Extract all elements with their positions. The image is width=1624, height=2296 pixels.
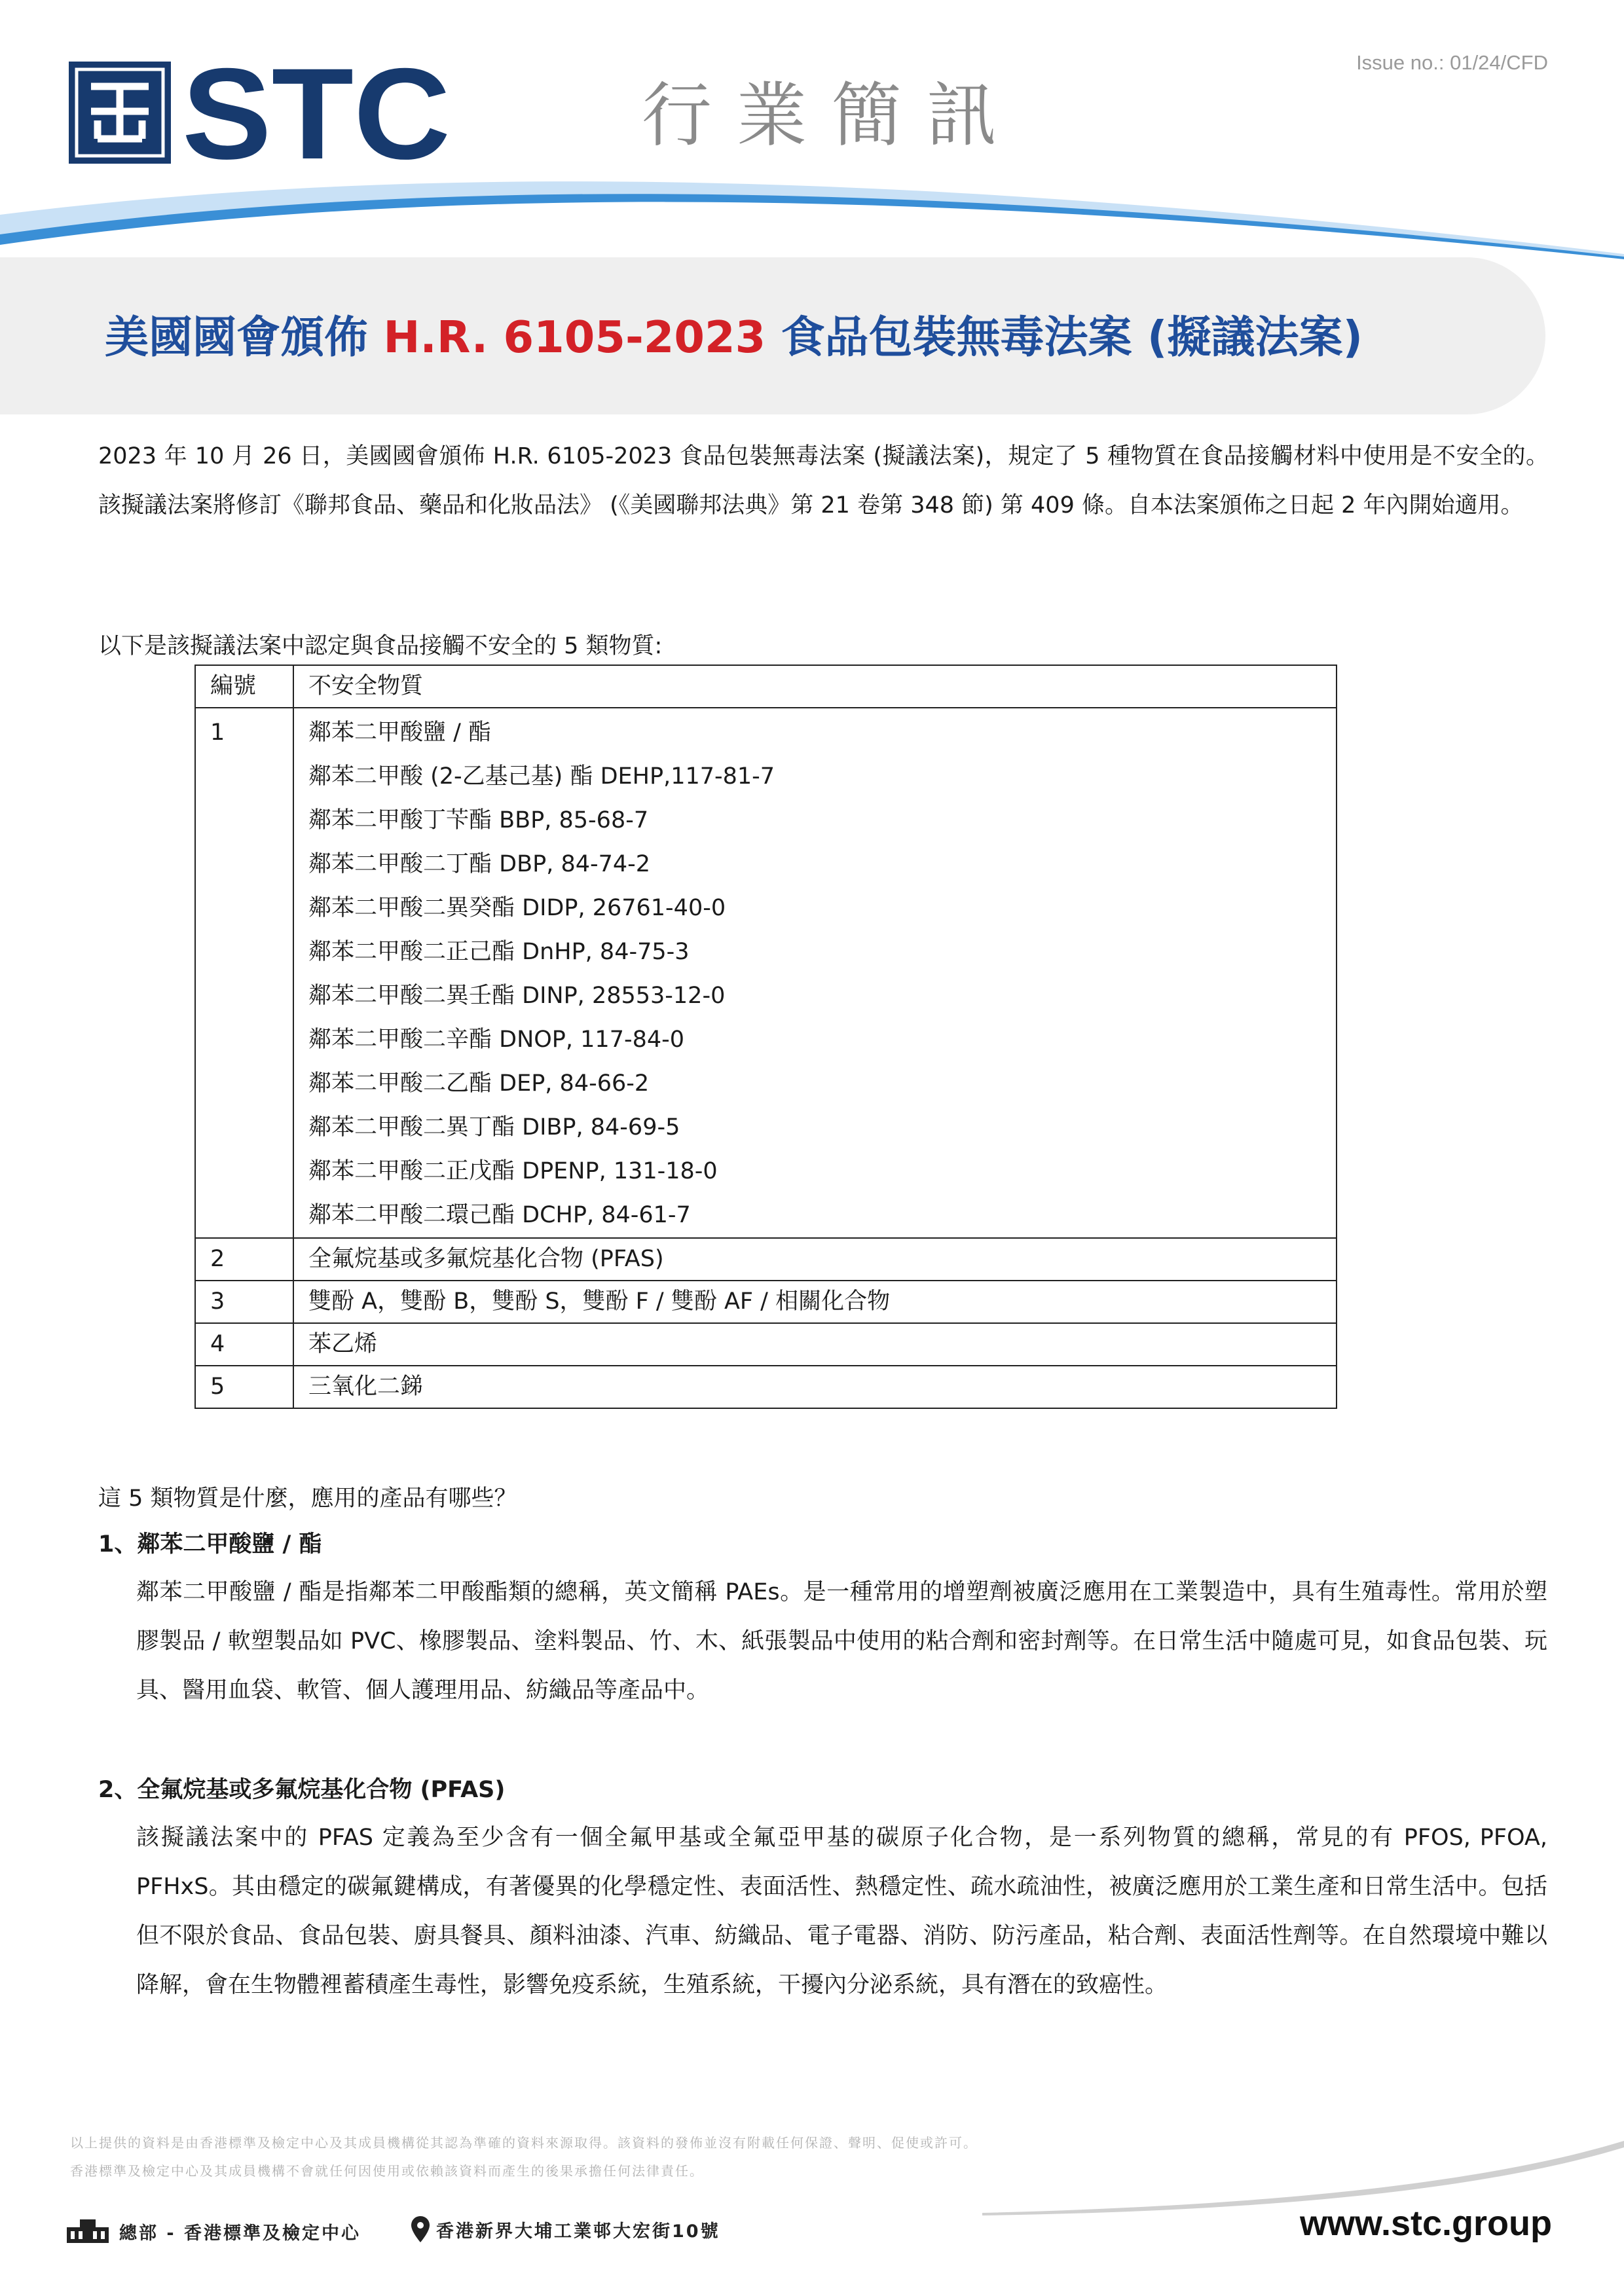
section-body-pfas: 該擬議法案中的 PFAS 定義為至少含有一個全氟甲基或全氟亞甲基的碳原子化合物，是一系列物質的總稱，常見的有 PFOS, PFOA, PFHxS。其由穩定的碳氟鍵構成，有著優異的化學穩定性、表面活性、熱穩定性、疏水疏油性，被廣泛應用於工業生產和日常生活中。包括但不限於食品、食品包裝、廚具餐具、顏料油漆、汽車、紡織品、電子電器、消防、防污產品，粘合劑、表面活性劑等。在自然環境中難以降解，會在生物體裡蓄積產生毒性，影響免疫系統，生殖系統，干擾內分泌系統，具有潛在的致癌性。 [136,1825,1547,1998]
footer-headquarters [65,2218,361,2244]
page-title [105,302,1363,365]
substance-item: 鄰苯二甲酸二異丁酯 DIBP, 84-69-5 [308,1114,680,1140]
website-link[interactable]: www.stc.group [1299,2204,1552,2243]
row-substance: 全氟烷基或多氟烷基化合物 (PFAS) [293,1238,1337,1281]
title-part-2: 食品包裝無毒法案 (擬議法案) [781,312,1363,363]
title-bill-number: H.R. 6105-2023 [383,312,766,363]
footer-hq-label: 總部 - 香港標準及檢定中心 [119,2223,361,2244]
table-row [195,708,1337,1238]
row-number: 3 [195,1281,293,1323]
row-substance: 苯乙烯 [293,1323,1337,1366]
header-substance: 不安全物質 [293,665,1337,708]
document-type: 行業簡訊 [642,75,1022,156]
section-body-phthalates: 鄰苯二甲酸鹽 / 酯是指鄰苯二甲酸酯類的總稱，英文簡稱 PAEs。是一種常用的增塑劑被廣泛應用在工業製造中，具有生殖毒性。常用於塑膠製品 / 軟塑製品如 PVC、橡膠製品、塗料製品、竹、木、紙張製品中使用的粘合劑和密封劑等。在日常生活中隨處可見，如食品包裝、玩具、醫用血袋、軟管、個人護理用品、紡織品等產品中。 [136,1579,1547,1704]
footer-address-text: 香港新界大埔工業邨大宏街10號 [436,2221,720,2242]
building-icon [65,2218,110,2244]
section-heading-pfas: 2、全氟烷基或多氟烷基化合物 (PFAS) [98,1777,506,1803]
substance-item: 鄰苯二甲酸二正戊酯 DPENP, 131-18-0 [308,1158,718,1184]
substance-item: 鄰苯二甲酸鹽 / 酯 [308,720,492,746]
row-number: 2 [195,1238,293,1281]
row-number: 4 [195,1323,293,1366]
substance-item: 鄰苯二甲酸二辛酯 DNOP, 117-84-0 [308,1027,685,1053]
substance-item: 鄰苯二甲酸二異癸酯 DIDP, 26761-40-0 [308,895,726,921]
section-question: 這 5 類物質是什麼，應用的產品有哪些？ [98,1485,517,1512]
header-swoosh [0,177,1624,262]
footer-address [411,2216,720,2242]
table-header-row [195,665,1337,708]
header-number: 編號 [195,665,293,708]
disclaimer-line-2: 香港標準及檢定中心及其成員機構不會就任何因使用或依賴該資料而產生的後果承擔任何法律責任。 [70,2163,704,2179]
table-row [195,1238,1337,1281]
substance-table [194,665,1337,1409]
issue-number: Issue no.: 01/24/CFD [1356,51,1548,74]
row-number: 5 [195,1366,293,1408]
substance-item: 鄰苯二甲酸 (2-乙基己基) 酯 DEHP,117-81-7 [308,763,775,790]
table-row [195,1281,1337,1323]
title-part-1: 美國國會頒佈 [105,312,368,363]
substance-item: 鄰苯二甲酸丁苄酯 BBP, 85-68-7 [308,807,649,833]
substance-item: 鄰苯二甲酸二正己酯 DnHP, 84-75-3 [308,939,690,965]
row-substance: 雙酚 A，雙酚 B，雙酚 S，雙酚 F / 雙酚 AF / 相關化合物 [293,1281,1337,1323]
intro-paragraph: 2023 年 10 月 26 日，美國國會頒佈 H.R. 6105-2023 食品包裝無毒法案 (擬議法案)，規定了 5 種物質在食品接觸材料中使用是不安全的。該擬議法案將修訂《聯邦食品、藥品和化妝品法》 (《美國聯邦法典》第 21 卷第 348 節) 第 409 條。自本法案頒佈之日起 2 年內開始適用。 [98,443,1549,519]
row-number: 1 [195,708,293,1238]
logo-wordmark: STC [182,60,451,165]
stc-logo [67,60,454,165]
section-heading-phthalates: 1、鄰苯二甲酸鹽 / 酯 [98,1531,322,1558]
disclaimer-line-1: 以上提供的資料是由香港標準及檢定中心及其成員機構從其認為準確的資料來源取得。該資料的發佈並沒有附載任何保證、聲明、促使或許可。 [70,2135,978,2151]
substance-item: 鄰苯二甲酸二乙酯 DEP, 84-66-2 [308,1070,650,1097]
row-substance: 三氧化二銻 [293,1366,1337,1408]
substance-item: 鄰苯二甲酸二異壬酯 DINP, 28553-12-0 [308,983,726,1009]
location-pin-icon [411,2216,430,2242]
row-substances [293,708,1337,1238]
substance-item: 鄰苯二甲酸二丁酯 DBP, 84-74-2 [308,851,651,877]
table-lead: 以下是該擬議法案中認定與食品接觸不安全的 5 類物質: [98,633,663,659]
substance-item: 鄰苯二甲酸二環己酯 DCHP, 84-61-7 [308,1202,691,1228]
table-row [195,1366,1337,1408]
table-row [195,1323,1337,1366]
